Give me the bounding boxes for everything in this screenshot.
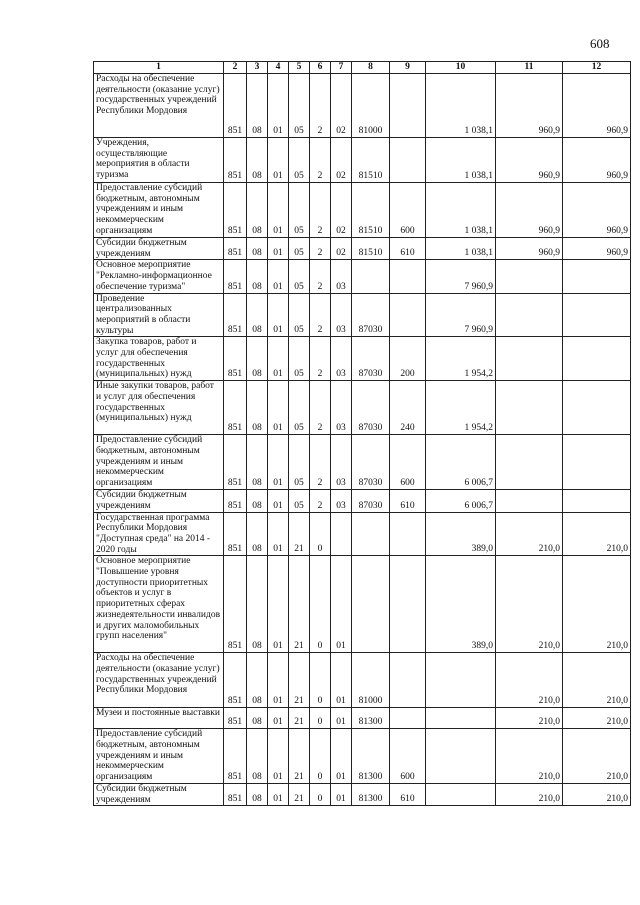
row-cell-c6: 2 [310, 490, 331, 512]
row-cell-c10 [426, 783, 496, 805]
row-cell-c5: 21 [289, 729, 310, 784]
row-cell-c7: 03 [331, 381, 352, 435]
row-cell-c8: 81000 [352, 74, 390, 138]
row-cell-c7: 01 [331, 729, 352, 784]
row-cell-c10: 1 038,1 [426, 183, 496, 238]
row-cell-c5: 05 [289, 138, 310, 183]
row-cell-c4: 01 [268, 556, 289, 653]
table-row [94, 138, 631, 183]
row-cell-c3: 08 [247, 435, 268, 490]
row-cell-c12: 210,0 [563, 653, 631, 708]
row-cell-c11: 210,0 [496, 512, 563, 556]
table-row [94, 435, 631, 490]
row-cell-c2: 851 [224, 293, 247, 337]
row-cell-c2: 851 [224, 183, 247, 238]
row-name: Государственная программа Республики Мордовия "Доступная среда" на 2014 - 2020 годы [94, 512, 224, 556]
row-cell-c4: 01 [268, 138, 289, 183]
row-cell-c2: 851 [224, 708, 247, 729]
row-name: Субсидии бюджетным учреждениям [94, 490, 224, 512]
row-cell-c8: 87030 [352, 337, 390, 381]
row-cell-c6: 0 [310, 556, 331, 653]
row-cell-c7: 02 [331, 74, 352, 138]
row-cell-c9 [390, 556, 426, 653]
table-row [94, 556, 631, 653]
row-cell-c4: 01 [268, 74, 289, 138]
row-cell-c8: 87030 [352, 490, 390, 512]
row-cell-c4: 01 [268, 653, 289, 708]
row-cell-c6: 2 [310, 337, 331, 381]
row-cell-c2: 851 [224, 381, 247, 435]
row-name: Субсидии бюджетным учреждениям [94, 238, 224, 260]
row-cell-c7: 01 [331, 783, 352, 805]
table-row [94, 74, 631, 138]
row-cell-c4: 01 [268, 293, 289, 337]
row-cell-c6: 2 [310, 435, 331, 490]
header-row [94, 62, 631, 74]
row-cell-c12: 960,9 [563, 238, 631, 260]
table-row [94, 381, 631, 435]
row-cell-c6: 2 [310, 183, 331, 238]
row-cell-c7: 03 [331, 260, 352, 293]
table-row [94, 729, 631, 784]
row-cell-c5: 21 [289, 512, 310, 556]
row-cell-c10 [426, 729, 496, 784]
row-cell-c3: 08 [247, 238, 268, 260]
row-cell-c10: 6 006,7 [426, 435, 496, 490]
row-cell-c5: 21 [289, 653, 310, 708]
row-cell-c7: 03 [331, 435, 352, 490]
row-cell-c5: 05 [289, 260, 310, 293]
row-cell-c6: 0 [310, 512, 331, 556]
table-row [94, 260, 631, 293]
table-row [94, 238, 631, 260]
row-cell-c9: 610 [390, 238, 426, 260]
row-cell-c11 [496, 337, 563, 381]
row-cell-c7: 02 [331, 183, 352, 238]
row-cell-c5: 05 [289, 238, 310, 260]
row-cell-c8: 81300 [352, 783, 390, 805]
row-cell-c6: 2 [310, 238, 331, 260]
row-cell-c5: 05 [289, 490, 310, 512]
row-cell-c4: 01 [268, 783, 289, 805]
row-cell-c5: 05 [289, 337, 310, 381]
row-cell-c3: 08 [247, 653, 268, 708]
row-cell-c2: 851 [224, 653, 247, 708]
col-header-7: 7 [331, 62, 352, 74]
row-cell-c8: 81300 [352, 708, 390, 729]
row-name: Основное мероприятие "Повышение уровня доступности приоритетных объектов и услуг в приоритетных сферах жизнедеятельности инвалидов и других маломобильных групп населения" [94, 556, 224, 653]
row-cell-c11: 210,0 [496, 783, 563, 805]
col-header-12: 12 [563, 62, 631, 74]
row-cell-c7: 01 [331, 708, 352, 729]
row-cell-c4: 01 [268, 337, 289, 381]
row-name: Музеи и постоянные выставки [94, 708, 224, 729]
row-name: Предоставление субсидий бюджетным, автономным учреждениям и иным некоммерческим организациям [94, 435, 224, 490]
row-cell-c4: 01 [268, 435, 289, 490]
row-cell-c3: 08 [247, 512, 268, 556]
row-cell-c11: 210,0 [496, 729, 563, 784]
row-name: Учреждения, осуществляющие мероприятия в области туризма [94, 138, 224, 183]
budget-table [93, 61, 631, 806]
table-row [94, 183, 631, 238]
row-name: Основное мероприятие "Рекламно-информационное обеспечение туризма" [94, 260, 224, 293]
row-cell-c11: 210,0 [496, 653, 563, 708]
row-cell-c12: 960,9 [563, 138, 631, 183]
row-cell-c3: 08 [247, 293, 268, 337]
row-cell-c2: 851 [224, 260, 247, 293]
row-cell-c3: 08 [247, 783, 268, 805]
row-cell-c2: 851 [224, 138, 247, 183]
row-cell-c8: 81510 [352, 238, 390, 260]
table-row [94, 708, 631, 729]
row-cell-c11: 960,9 [496, 183, 563, 238]
row-cell-c5: 21 [289, 783, 310, 805]
row-cell-c11 [496, 490, 563, 512]
row-cell-c8: 87030 [352, 435, 390, 490]
row-cell-c9: 200 [390, 337, 426, 381]
row-cell-c5: 05 [289, 293, 310, 337]
row-cell-c10: 1 954,2 [426, 381, 496, 435]
row-cell-c3: 08 [247, 74, 268, 138]
row-cell-c9 [390, 708, 426, 729]
col-header-5: 5 [289, 62, 310, 74]
row-cell-c9 [390, 138, 426, 183]
row-cell-c2: 851 [224, 238, 247, 260]
row-cell-c10: 7 960,9 [426, 260, 496, 293]
row-cell-c6: 2 [310, 381, 331, 435]
row-cell-c2: 851 [224, 435, 247, 490]
row-cell-c8: 81000 [352, 653, 390, 708]
row-cell-c2: 851 [224, 490, 247, 512]
row-cell-c7: 03 [331, 337, 352, 381]
row-cell-c8 [352, 260, 390, 293]
row-cell-c12 [563, 435, 631, 490]
row-name: Расходы на обеспечение деятельности (оказание услуг) государственных учреждений Республики Мордовия [94, 74, 224, 138]
row-cell-c3: 08 [247, 556, 268, 653]
row-cell-c2: 851 [224, 74, 247, 138]
row-cell-c11: 960,9 [496, 74, 563, 138]
row-cell-c11 [496, 435, 563, 490]
row-cell-c4: 01 [268, 381, 289, 435]
row-cell-c12 [563, 260, 631, 293]
row-cell-c11: 960,9 [496, 138, 563, 183]
row-cell-c12: 210,0 [563, 512, 631, 556]
row-cell-c9: 600 [390, 183, 426, 238]
row-cell-c12: 210,0 [563, 556, 631, 653]
row-cell-c3: 08 [247, 260, 268, 293]
row-cell-c10 [426, 708, 496, 729]
col-header-4: 4 [268, 62, 289, 74]
row-cell-c9: 240 [390, 381, 426, 435]
row-cell-c12: 960,9 [563, 183, 631, 238]
row-cell-c7: 03 [331, 293, 352, 337]
row-cell-c5: 05 [289, 435, 310, 490]
row-cell-c4: 01 [268, 729, 289, 784]
row-cell-c9 [390, 74, 426, 138]
row-cell-c7 [331, 512, 352, 556]
table-row [94, 490, 631, 512]
row-cell-c12: 210,0 [563, 783, 631, 805]
row-cell-c5: 05 [289, 183, 310, 238]
row-cell-c8 [352, 556, 390, 653]
table-row [94, 783, 631, 805]
row-cell-c10: 1 038,1 [426, 138, 496, 183]
col-header-1: 1 [94, 62, 224, 74]
row-cell-c10: 1 038,1 [426, 74, 496, 138]
row-cell-c3: 08 [247, 490, 268, 512]
row-cell-c3: 08 [247, 708, 268, 729]
row-cell-c12: 210,0 [563, 708, 631, 729]
row-cell-c8: 81300 [352, 729, 390, 784]
row-cell-c4: 01 [268, 708, 289, 729]
row-cell-c3: 08 [247, 183, 268, 238]
row-cell-c2: 851 [224, 729, 247, 784]
row-name: Расходы на обеспечение деятельности (оказание услуг) государственных учреждений Республики Мордовия [94, 653, 224, 708]
row-cell-c12 [563, 337, 631, 381]
row-cell-c4: 01 [268, 238, 289, 260]
row-cell-c2: 851 [224, 337, 247, 381]
row-name: Иные закупки товаров, работ и услуг для обеспечения государственных (муниципальных) нужд [94, 381, 224, 435]
row-cell-c6: 2 [310, 293, 331, 337]
row-cell-c4: 01 [268, 183, 289, 238]
row-cell-c5: 21 [289, 708, 310, 729]
row-cell-c5: 21 [289, 556, 310, 653]
row-cell-c10: 1 038,1 [426, 238, 496, 260]
row-cell-c11 [496, 260, 563, 293]
row-cell-c9: 600 [390, 435, 426, 490]
page-number: 608 [590, 36, 610, 51]
row-cell-c11: 210,0 [496, 708, 563, 729]
col-header-6: 6 [310, 62, 331, 74]
row-cell-c11 [496, 293, 563, 337]
table-row [94, 293, 631, 337]
row-cell-c7: 01 [331, 653, 352, 708]
row-cell-c6: 2 [310, 74, 331, 138]
row-cell-c10 [426, 653, 496, 708]
row-cell-c2: 851 [224, 512, 247, 556]
col-header-2: 2 [224, 62, 247, 74]
row-cell-c10: 6 006,7 [426, 490, 496, 512]
row-cell-c9: 610 [390, 783, 426, 805]
row-cell-c8: 81510 [352, 138, 390, 183]
row-cell-c8: 87030 [352, 381, 390, 435]
row-name: Предоставление субсидий бюджетным, автономным учреждениям и иным некоммерческим организациям [94, 729, 224, 784]
table-body [94, 74, 631, 806]
col-header-3: 3 [247, 62, 268, 74]
col-header-8: 8 [352, 62, 390, 74]
row-cell-c5: 05 [289, 74, 310, 138]
row-cell-c8: 81510 [352, 183, 390, 238]
row-cell-c3: 08 [247, 337, 268, 381]
row-name: Предоставление субсидий бюджетным, автономным учреждениям и иным некоммерческим организациям [94, 183, 224, 238]
row-cell-c9: 600 [390, 729, 426, 784]
row-cell-c10: 1 954,2 [426, 337, 496, 381]
row-cell-c12 [563, 381, 631, 435]
row-cell-c7: 02 [331, 238, 352, 260]
row-cell-c9 [390, 293, 426, 337]
row-name: Закупка товаров, работ и услуг для обеспечения государственных (муниципальных) нужд [94, 337, 224, 381]
row-cell-c6: 0 [310, 708, 331, 729]
row-cell-c12 [563, 293, 631, 337]
row-cell-c6: 2 [310, 138, 331, 183]
row-name: Проведение централизованных мероприятий в области культуры [94, 293, 224, 337]
row-cell-c3: 08 [247, 381, 268, 435]
row-cell-c6: 0 [310, 783, 331, 805]
row-cell-c8: 87030 [352, 293, 390, 337]
table-row [94, 653, 631, 708]
row-cell-c6: 2 [310, 260, 331, 293]
row-cell-c10: 7 960,9 [426, 293, 496, 337]
row-name: Субсидии бюджетным учреждениям [94, 783, 224, 805]
table-row [94, 337, 631, 381]
row-cell-c6: 0 [310, 653, 331, 708]
row-cell-c3: 08 [247, 729, 268, 784]
row-cell-c10: 389,0 [426, 512, 496, 556]
row-cell-c4: 01 [268, 490, 289, 512]
row-cell-c11 [496, 381, 563, 435]
row-cell-c11: 960,9 [496, 238, 563, 260]
row-cell-c12: 960,9 [563, 74, 631, 138]
row-cell-c10: 389,0 [426, 556, 496, 653]
row-cell-c6: 0 [310, 729, 331, 784]
row-cell-c4: 01 [268, 512, 289, 556]
row-cell-c7: 01 [331, 556, 352, 653]
col-header-9: 9 [390, 62, 426, 74]
row-cell-c9 [390, 512, 426, 556]
row-cell-c12 [563, 490, 631, 512]
row-cell-c2: 851 [224, 556, 247, 653]
row-cell-c9 [390, 653, 426, 708]
row-cell-c3: 08 [247, 138, 268, 183]
row-cell-c12: 210,0 [563, 729, 631, 784]
table-row [94, 512, 631, 556]
row-cell-c5: 05 [289, 381, 310, 435]
row-cell-c4: 01 [268, 260, 289, 293]
row-cell-c9 [390, 260, 426, 293]
row-cell-c11: 210,0 [496, 556, 563, 653]
col-header-10: 10 [426, 62, 496, 74]
row-cell-c7: 02 [331, 138, 352, 183]
row-cell-c2: 851 [224, 783, 247, 805]
row-cell-c8 [352, 512, 390, 556]
row-cell-c9: 610 [390, 490, 426, 512]
col-header-11: 11 [496, 62, 563, 74]
row-cell-c7: 03 [331, 490, 352, 512]
